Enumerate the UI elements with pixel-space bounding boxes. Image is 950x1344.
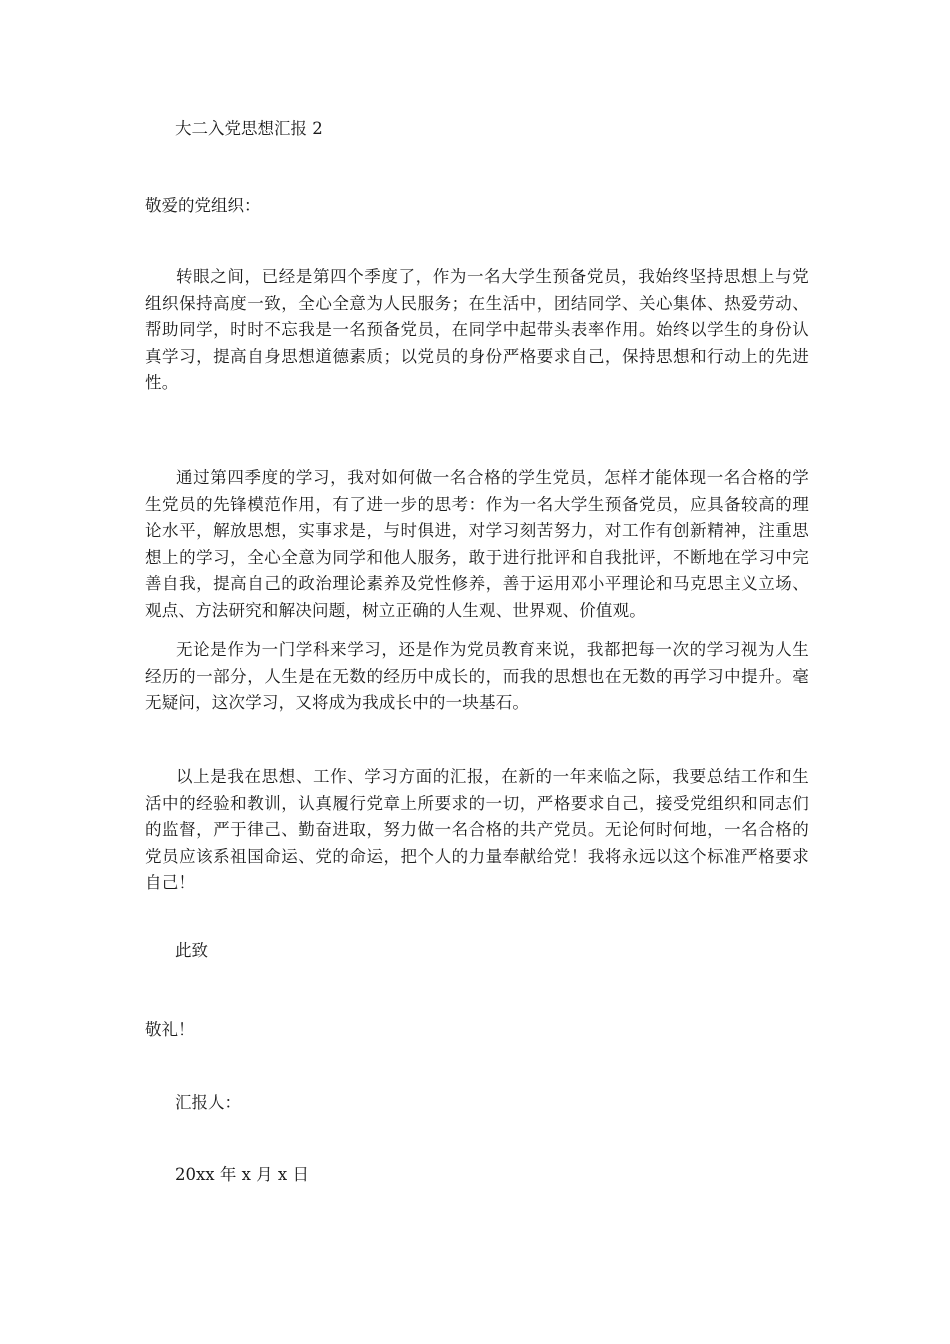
- reporter-label: 汇报人：: [175, 1093, 241, 1112]
- closing-text: 此致: [175, 941, 208, 960]
- paragraph-4: 以上是我在思想、工作、学习方面的汇报，在新的一年来临之际，我要总结工作和生活中的经验和教训，认真履行党章上所要求的一切，严格要求自己，接受党组织和同志们的监督，严于律己、勤奋进取，努力做一名合格的共产党员。无论何时何地，一名合格的党员应该系祖国命运、党的命运，把个人的力量奉献给党！我将永远以这个标准严格要求自己！: [145, 767, 809, 892]
- paragraph-2: 通过第四季度的学习，我对如何做一名合格的学生党员，怎样才能体现一名合格的学生党员的先锋模范作用，有了进一步的思考：作为一名大学生预备党员，应具备较高的理论水平，解放思想，实事求是，与时俱进，对学习刻苦努力，对工作有创新精神，注重思想上的学习，全心全意为同学和他人服务，敢于进行批评和自我批评，不断地在学习中完善自我，提高自己的政治理论素养及党性修养，善于运用邓小平理论和马克思主义立场、观点、方法研究和解决问题，树立正确的人生观、世界观、价值观。: [145, 468, 809, 620]
- paragraph-1: 转眼之间，已经是第四个季度了，作为一名大学生预备党员，我始终坚持思想上与党组织保持高度一致，全心全意为人民服务；在生活中，团结同学、关心集体、热爱劳动、帮助同学，时时不忘我是一名预备党员，在同学中起带头表率作用。始终以学生的身份认真学习，提高自身思想道德素质；以党员的身份严格要求自己，保持思想和行动上的先进性。: [145, 267, 809, 392]
- document-title: 大二入党思想汇报 2: [175, 119, 323, 138]
- report-date: 20xx 年 x 月 x 日: [175, 1165, 309, 1184]
- salutation: 敬爱的党组织：: [145, 196, 261, 215]
- paragraph-3: 无论是作为一门学科来学习，还是作为党员教育来说，我都把每一次的学习视为人生经历的一部分，人生是在无数的经历中成长的，而我的思想也在无数的再学习中提升。毫无疑问，这次学习，又将成为我成长中的一块基石。: [145, 640, 809, 712]
- regards-text: 敬礼！: [145, 1020, 195, 1039]
